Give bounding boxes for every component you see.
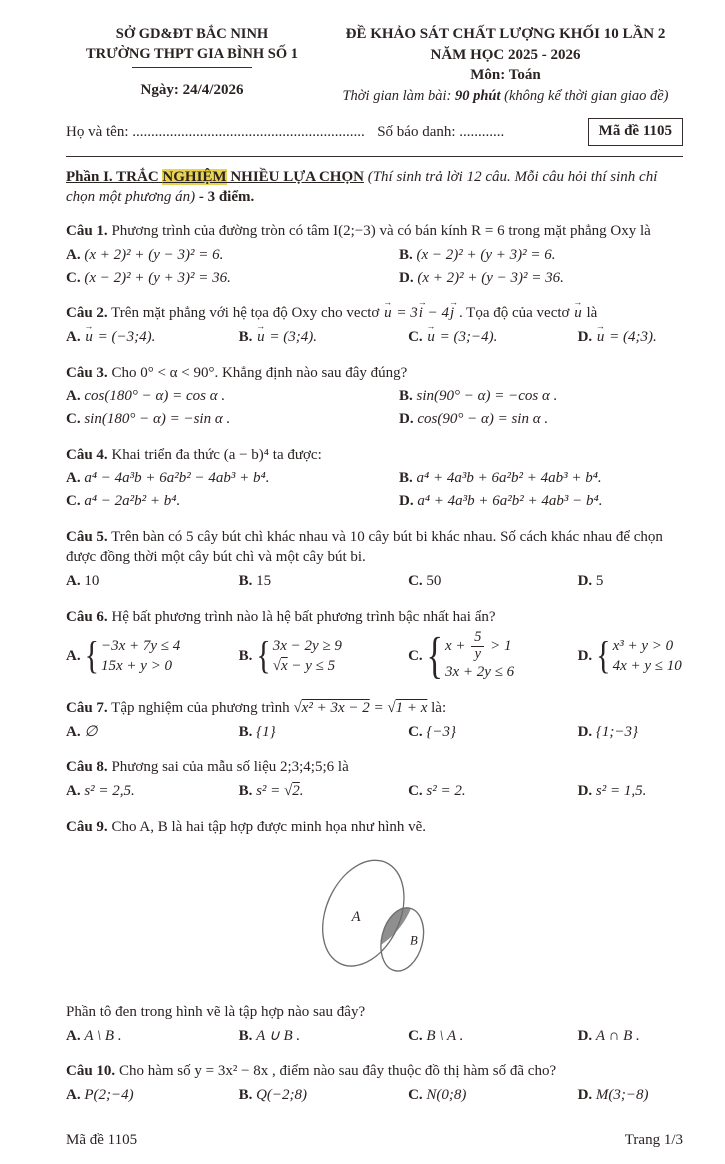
question-10-options — [66, 1084, 683, 1107]
option-c — [66, 490, 393, 513]
option-d-label: D. — [577, 328, 593, 345]
question-2-mid2: − 4 — [423, 305, 450, 322]
option-b-text: = (3;4). — [265, 328, 317, 345]
option-a-text: A \ B . — [84, 1027, 122, 1044]
option-b-label: B. — [238, 1087, 253, 1104]
option-a-label: A. — [66, 470, 81, 487]
option-d — [578, 1025, 689, 1048]
system-line-1 — [445, 630, 514, 663]
option-a-label: A. — [66, 573, 81, 590]
option-b-label: B. — [399, 388, 413, 405]
section-heading — [66, 167, 683, 208]
option-b — [239, 780, 403, 803]
option-c-text: = (3;−4). — [435, 328, 498, 345]
question-6-label: Câu 6. — [66, 608, 108, 625]
system-brace: { — [426, 628, 443, 684]
question-3-text: Cho 0° < α < 90°. Khẳng định nào sau đây đúng? — [107, 364, 408, 381]
option-c — [408, 1025, 572, 1048]
option-a-label: A. — [66, 782, 81, 799]
option-a — [66, 385, 393, 408]
candidate-name-field: Họ và tên: .............................................................. — [66, 124, 365, 141]
option-c — [408, 1084, 572, 1107]
question-1-label: Câu 1. — [66, 223, 108, 240]
system-line-1: x³ + y > 0 — [612, 638, 674, 655]
vector-u2: u → — [573, 303, 583, 324]
option-b — [399, 244, 677, 267]
option-d-text: = (4;3). — [605, 328, 657, 345]
option-b — [239, 629, 403, 683]
sqrt-sign: √ — [272, 657, 281, 674]
sqrt-sign: √ — [293, 699, 302, 716]
option-b-text: (x − 2)² + (y + 3)² = 6. — [416, 246, 556, 263]
question-2-text-end: là — [582, 305, 598, 322]
question-9-stem — [66, 817, 683, 838]
vector-u: u → — [426, 327, 436, 348]
question-1-options — [66, 244, 683, 289]
option-d-label: D. — [399, 269, 414, 286]
option-b-text: {1} — [256, 723, 276, 740]
footer-page-number: Trang 1/3 — [624, 1131, 683, 1148]
option-d-text: s² = 1,5. — [595, 782, 647, 799]
option-b-text: a⁴ + 4a³b + 6a²b² + 4ab³ + b⁴. — [416, 470, 602, 487]
duration-post: (không kể thời gian giao đề) — [500, 88, 669, 105]
line-pre: x + — [445, 638, 470, 655]
question-7-label: Câu 7. — [66, 699, 108, 716]
option-c-label: C. — [66, 493, 81, 509]
page-footer — [66, 1114, 683, 1151]
question-8-text: Phương sai của mẫu số liệu 2;3;4;5;6 là — [107, 759, 349, 776]
question-7-stem — [66, 698, 683, 719]
option-a-label: A. — [66, 1027, 81, 1044]
question-4-label: Câu 4. — [66, 446, 108, 463]
option-d-text: {1;−3} — [595, 723, 639, 740]
option-c — [66, 408, 393, 431]
option-c — [66, 267, 393, 290]
question-10-text: Cho hàm số y = 3x² − 8x , điểm nào sau đây thuộc đồ thị hàm số đã cho? — [115, 1063, 557, 1080]
question-8-stem — [66, 757, 683, 778]
footer-exam-code: Mã đề 1105 — [66, 1131, 138, 1148]
option-d — [399, 490, 677, 513]
option-b — [239, 570, 403, 593]
vector-u: u → — [84, 327, 94, 348]
system-line-2 — [273, 657, 342, 677]
fraction — [471, 630, 484, 663]
option-b-post: . — [299, 782, 304, 799]
question-8-options — [66, 780, 683, 803]
question-1-text: Phương trình của đường tròn có tâm I(2;−3) và có bán kính R = 6 trong mặt phẳng Oxy là — [107, 223, 651, 240]
option-a — [66, 467, 393, 490]
question-3-options — [66, 385, 683, 430]
question-4 — [66, 441, 683, 516]
option-c-text: s² = 2. — [426, 782, 466, 799]
header-left — [66, 24, 318, 106]
option-b-label: B. — [238, 1027, 253, 1044]
exam-subject: Môn: Toán — [470, 67, 541, 84]
system-line-2: 15x + y > 0 — [101, 657, 173, 674]
option-a-system — [101, 637, 180, 676]
option-b-label: B. — [238, 573, 253, 590]
venn-diagram — [277, 845, 473, 991]
option-c-label: C. — [408, 782, 423, 799]
option-c-label: C. — [408, 1027, 423, 1044]
question-5-stem — [66, 527, 683, 568]
option-a-label: A. — [66, 1087, 81, 1104]
question-2-mid1: = 3 — [392, 305, 418, 322]
question-9-options — [66, 1025, 683, 1048]
question-4-options — [66, 467, 683, 512]
system-line-1: −3x + 7y ≤ 4 — [101, 638, 181, 655]
question-5-label: Câu 5. — [66, 528, 108, 545]
option-c-text: B \ A . — [426, 1027, 464, 1044]
question-8 — [66, 753, 683, 805]
option-d — [578, 629, 689, 683]
option-d-text: M(3;−8) — [595, 1087, 649, 1104]
question-8-label: Câu 8. — [66, 759, 108, 776]
option-b-pre: s² = — [256, 782, 285, 799]
option-a-text: ∅ — [84, 723, 98, 740]
option-a-label: A. — [66, 723, 81, 740]
option-d-label: D. — [399, 410, 414, 427]
question-2 — [66, 299, 683, 351]
option-a — [66, 1084, 233, 1107]
sqrt-expression-2 — [387, 700, 427, 716]
vector-u: u → — [383, 303, 393, 324]
question-2-options — [66, 326, 683, 349]
exam-duration — [328, 86, 683, 106]
option-a — [66, 721, 233, 744]
venn-label-a: A — [351, 909, 361, 926]
question-3-label: Câu 3. — [66, 364, 108, 381]
school-name: TRƯỜNG THPT GIA BÌNH SỐ 1 — [85, 46, 299, 62]
question-7-options — [66, 721, 683, 744]
option-d — [399, 267, 677, 290]
option-c — [408, 780, 572, 803]
option-d — [578, 721, 689, 744]
question-2-text-post: . Tọa độ của vectơ — [455, 305, 574, 322]
option-b-text — [256, 783, 303, 799]
vector-u: u → — [596, 327, 606, 348]
exam-title-line2: NĂM HỌC 2025 - 2026 — [430, 46, 581, 63]
option-a — [66, 1025, 233, 1048]
section-subtitle: (Thí sinh trả lời 12 câu. Mỗi câu hỏi thí sinh chỉ chọn một phương án) — [66, 168, 658, 206]
question-9-label: Câu 9. — [66, 818, 108, 835]
question-9 — [66, 813, 683, 1051]
option-b-label: B. — [238, 328, 253, 345]
option-a-text: cos(180° − α) = cos α . — [84, 388, 226, 405]
radicand: x² + 3x − 2 — [301, 699, 370, 716]
option-d-text: 5 — [595, 573, 604, 590]
question-7-text-pre: Tập nghiệm của phương trình — [107, 699, 294, 716]
option-c-text: {−3} — [426, 723, 457, 740]
option-c — [408, 570, 572, 593]
duration-pre: Thời gian làm bài: — [342, 88, 455, 105]
question-6 — [66, 603, 683, 687]
option-a-label: A. — [66, 328, 81, 345]
venn-figure — [66, 845, 683, 998]
option-d-label: D. — [577, 648, 593, 665]
department-name: SỞ GD&ĐT BẮC NINH — [115, 26, 269, 42]
option-b — [239, 1084, 403, 1107]
option-c — [408, 326, 572, 349]
question-4-stem — [66, 445, 683, 466]
option-d-label: D. — [399, 493, 414, 509]
option-c-label: C. — [66, 410, 81, 427]
option-b-text: Q(−2;8) — [256, 1087, 308, 1104]
venn-set-a-outline — [306, 848, 419, 979]
question-5-options — [66, 570, 683, 593]
option-a-text: P(2;−4) — [84, 1087, 134, 1104]
fraction-denominator: y — [474, 646, 481, 663]
question-2-stem — [66, 303, 683, 324]
option-a — [66, 244, 393, 267]
line-rest: − y ≤ 5 — [287, 657, 336, 674]
system-line-1: 3x − 2y ≥ 9 — [272, 638, 342, 655]
option-d — [578, 570, 689, 593]
exam-title-line1: ĐỀ KHẢO SÁT CHẤT LƯỢNG KHỐI 10 LẦN 2 — [345, 26, 666, 42]
sqrt-expression — [284, 783, 300, 799]
radicand: x — [280, 657, 288, 674]
question-10-stem — [66, 1061, 683, 1082]
option-c-label: C. — [408, 328, 423, 345]
option-b-text: A ∪ B . — [256, 1027, 301, 1044]
question-7-text-post: là: — [427, 699, 447, 716]
option-a-text: a⁴ − 4a³b + 6a²b² − 4ab³ + b⁴. — [84, 470, 270, 487]
option-d — [399, 408, 677, 431]
option-b-label: B. — [238, 648, 253, 665]
option-c-text: 50 — [426, 573, 442, 590]
option-c-text: (x − 2)² + (y + 3)² = 36. — [84, 269, 231, 286]
question-5 — [66, 523, 683, 596]
option-d — [578, 1084, 689, 1107]
page-header — [66, 24, 683, 106]
option-c-label: C. — [408, 648, 423, 665]
option-b-label: B. — [399, 246, 413, 263]
option-b-label: B. — [399, 470, 413, 487]
option-a-text: 10 — [84, 573, 100, 590]
option-d-label: D. — [577, 782, 593, 799]
option-a — [66, 326, 233, 349]
venn-label-b: B — [409, 933, 418, 948]
option-d — [578, 326, 689, 349]
option-a — [66, 629, 233, 683]
option-b — [399, 385, 677, 408]
question-1 — [66, 217, 683, 292]
option-d — [578, 780, 689, 803]
duration-minutes: 90 phút — [454, 88, 501, 105]
question-3-stem — [66, 363, 683, 384]
exam-code-box: Mã đề 1105 — [588, 118, 683, 146]
question-3 — [66, 359, 683, 434]
sqrt-sign: √ — [387, 699, 396, 716]
option-a-text: s² = 2,5. — [84, 782, 135, 799]
option-c-label: C. — [408, 723, 423, 740]
option-a-label: A. — [66, 648, 81, 665]
option-d-label: D. — [577, 1027, 593, 1044]
question-6-text: Hệ bất phương trình nào là hệ bất phương trình bậc nhất hai ẩn? — [107, 608, 496, 625]
option-a — [66, 780, 233, 803]
system-brace: { — [84, 634, 99, 678]
candidate-number-field: Số báo danh: ............ — [377, 124, 505, 141]
question-2-label: Câu 2. — [66, 305, 108, 322]
option-d-text: a⁴ + 4a³b + 6a²b² + 4ab³ − b⁴. — [417, 493, 603, 509]
option-c-text: N(0;8) — [426, 1087, 467, 1104]
option-c-label: C. — [408, 573, 423, 590]
option-c-text: sin(180° − α) = −sin α . — [84, 410, 231, 427]
option-b-system — [273, 637, 342, 676]
question-10 — [66, 1057, 683, 1109]
section-title-highlight: NGHIỆM — [162, 168, 227, 185]
section-points: - 3 điểm. — [195, 189, 255, 206]
option-c — [408, 721, 572, 744]
option-d-text: A ∩ B . — [595, 1027, 640, 1044]
option-b-label: B. — [238, 723, 253, 740]
sqrt-expression — [273, 658, 288, 674]
system-brace: { — [256, 634, 271, 678]
candidate-info-row — [66, 122, 683, 146]
system-line-2: 3x + 2y ≤ 6 — [445, 664, 515, 681]
header-divider-line — [132, 67, 252, 68]
option-b-text: 15 — [256, 573, 272, 590]
vector-i: i → — [418, 303, 424, 324]
horizontal-rule — [66, 156, 683, 157]
option-c-label: C. — [408, 1087, 423, 1104]
question-7-text-mid: = — [369, 699, 388, 716]
option-a-label: A. — [66, 388, 81, 405]
option-a-text: = (−3;4). — [93, 328, 156, 345]
question-6-stem — [66, 607, 683, 628]
option-d-label: D. — [577, 1087, 593, 1104]
option-b — [239, 1025, 403, 1048]
question-10-label: Câu 10. — [66, 1063, 116, 1080]
question-5-text: Trên bàn có 5 cây bút chì khác nhau và 10 cây bút bi khác nhau. Số cách khác nhau để chọn được đồng thời một cây bút chì và một cây bút bi. — [66, 528, 663, 566]
question-2-text-pre: Trên mặt phẳng với hệ tọa độ Oxy cho vectơ — [107, 305, 384, 322]
question-1-stem — [66, 221, 683, 242]
option-a-text: (x + 2)² + (y − 3)² = 6. — [84, 246, 224, 263]
question-9-text: Cho A, B là hai tập hợp được minh họa như hình vẽ. — [107, 818, 427, 835]
option-b — [239, 326, 403, 349]
option-d-text: (x + 2)² + (y − 3)² = 36. — [417, 269, 564, 286]
question-6-options — [66, 629, 683, 683]
section-title-pre: Phần I. TRẮC — [66, 168, 163, 185]
question-4-text: Khai triển đa thức (a − b)⁴ ta được: — [107, 446, 322, 463]
header-right — [318, 24, 683, 106]
question-7 — [66, 694, 683, 746]
option-a — [66, 570, 233, 593]
vector-u: u → — [256, 327, 266, 348]
system-line-2: 4x + y ≤ 10 — [612, 657, 682, 674]
section-title-post: NHIỀU LỰA CHỌN — [226, 168, 364, 185]
option-d-label: D. — [577, 573, 593, 590]
vector-j: j → — [449, 303, 455, 324]
option-c-system — [445, 630, 514, 682]
option-b — [399, 467, 677, 490]
option-d-label: D. — [577, 723, 593, 740]
exam-date: Ngày: 24/4/2026 — [140, 82, 244, 98]
radicand: 1 + x — [395, 699, 428, 716]
option-c-label: C. — [66, 269, 81, 286]
question-9-subquestion: Phần tô đen trong hình vẽ là tập hợp nào sau đây? — [66, 1003, 366, 1020]
option-d-text: cos(90° − α) = sin α . — [417, 410, 549, 427]
option-b-label: B. — [238, 782, 253, 799]
option-c — [408, 629, 572, 683]
option-c-text: a⁴ − 2a²b² + b⁴. — [84, 493, 181, 509]
option-d-system — [613, 637, 682, 676]
fraction-numerator: 5 — [471, 630, 484, 647]
system-brace: { — [596, 634, 611, 678]
section-title — [66, 169, 364, 185]
option-b-text: sin(90° − α) = −cos α . — [416, 388, 558, 405]
option-b — [239, 721, 403, 744]
sqrt-sign: √ — [284, 782, 293, 799]
sqrt-expression-1 — [293, 700, 369, 716]
line-post: > 1 — [486, 638, 512, 655]
radicand: 2 — [292, 782, 300, 799]
option-a-label: A. — [66, 246, 81, 263]
